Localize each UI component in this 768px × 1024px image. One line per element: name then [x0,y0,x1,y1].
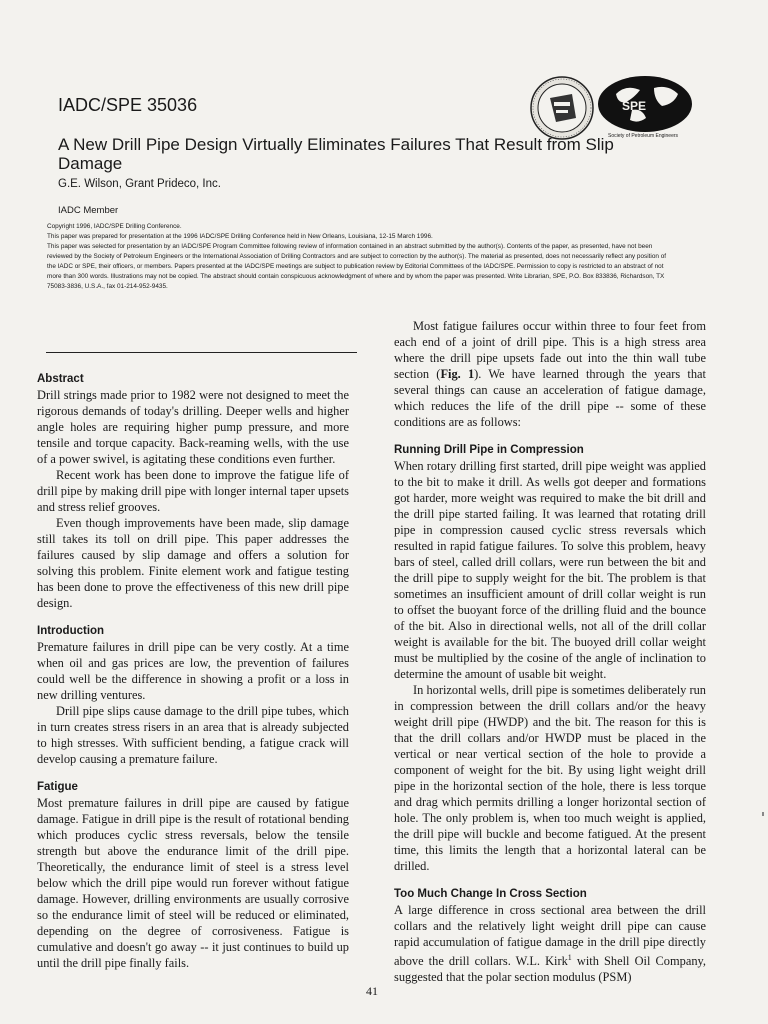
authors: G.E. Wilson, Grant Prideco, Inc. [58,178,221,190]
abstract-paragraph: Even though improvements have been made, slip damage still takes its toll on drill pipe. This paper addresses the failures caused by slip damage and offers a solution for solving this problem. Finite element work and fatigue testing has been done to prove the effectiveness of this new drill pipe design. [37,516,349,610]
spe-logo-icon [596,74,694,134]
reference-superscript: 1 [567,953,572,962]
cross-section-heading: Too Much Change In Cross Section [394,888,587,900]
text-run: ). We have learned through the years that several things can cause an acceleration of fatigue damage, which reduces the life of the drill pipe -- some of these conditions are as follows: [394,367,706,429]
svg-text:SPE: SPE [622,99,647,113]
abstract-paragraph: Drill strings made prior to 1982 were not designed to meet the rigorous demands of today's drilling. Deeper wells and higher angle holes are requiring higher pump pressure, and more tensile and torque capacity. Back-reaming wells, with the use of a power swivel, is agitating these conditions even further. [37,388,349,466]
scan-mark [762,812,764,816]
introduction-paragraph: Premature failures in drill pipe can be very costly. At a time when oil and gas prices are low, the prevention of failures could well be the difference in showing a profit or a loss in new drilling ventures. [37,640,349,702]
copyright-line: This paper was prepared for presentation at the 1996 IADC/SPE Drilling Conference held in New Orleans, Louisiana, 12-15 March 1996. [47,233,433,240]
right-column [394,318,706,985]
fatigue-heading: Fatigue [37,781,78,793]
cross-section-paragraph [394,902,706,985]
fatigue-continued-paragraph [394,318,706,430]
left-column [37,372,349,971]
paper-id: IADC/SPE 35036 [58,95,198,115]
paper-title: A New Drill Pipe Design Virtually Eliminates Failures That Result from Slip Damage [58,135,614,173]
text-run: with Shell Oil Company, suggested that the polar section modulus (PSM) [394,954,706,985]
spe-logo-caption: Society of Petroleum Engineers [608,133,679,139]
compression-paragraph: In horizontal wells, drill pipe is sometimes deliberately run in compression between the drill collars and/or the heavy weight drill pipe (HWDP) and the bit. The reason for this is that the drill collars and/or HWDP must be placed in the vertical or near vertical section of the hole to provide a component of weight for the bit. By using light weight drill pipe in the horizontal section of the hole, there is less torque and drag which permits drilling a longer horizontal section of hole. The only problem is, when too much weight is applied, the drill pipe will buckle and become fatigued. At the present time, this limits the length that a horizontal lateral can be drilled. [394,683,706,873]
text-run: Most fatigue failures occur within three to four feet from each end of a joint of drill pipe. This is a high stress area where the drill pipe upsets fade out into the thin wall tube section ( [394,319,706,381]
compression-paragraph: When rotary drilling first started, drill pipe weight was applied to the bit to make it drill. As wells got deeper and formations got harder, more weight was required to make the bit drill and the drill pipe started failing. It was learned that rotating drill pipe in compression caused cyclic stress reversals which resulted in rapid fatigue failures. To solve this problem, heavy bars of steel, called drill collars, were run between the bit and the drill pipe to supply weight for the bit. The problem is that sometimes an insufficient amount of drill collar weight is run to offset the buoyant force of the drilling fluid and the bounce of the bit. Also in directional wells, not all of the drill collar weight is available for the bit. The buoyed drill collar weight must be multiplied by the cosine of the angle of inclination to determine the amount of usable bit weight. [394,459,706,681]
page-number: 41 [366,984,378,998]
figure-reference: Fig. 1 [440,367,475,381]
abstract-paragraph: Recent work has been done to improve the fatigue life of drill pipe by making drill pipe with longer internal taper upsets and stress relief grooves. [37,468,349,514]
introduction-paragraph: Drill pipe slips cause damage to the drill pipe tubes, which in turn creates stress risers in an area that is already subjected to high stresses. With sufficient bending, a fatigue crack will develop causing a premature failure. [37,704,349,766]
text-run: A large difference in cross sectional area between the drill collars and the relatively light weight drill pipe can cause rapid accumulation of fatigue damage in the drill pipe directly above the drill collars. W.L. Kirk [394,903,706,969]
introduction-heading: Introduction [37,625,105,637]
member-note: IADC Member [58,205,119,216]
compression-heading: Running Drill Pipe in Compression [394,444,584,456]
fatigue-paragraph: Most premature failures in drill pipe are caused by fatigue damage. Fatigue in drill pipe is the result of rotational bending which produces cyclic stress reversals, below the tensile strength but above the endurance limit of the drill pipe. Theoretically, the endurance limit of steel is a stress level below which the drill pipe would run forever without fatigue damage. However, drilling environments are usually corrosive so the endurance limit of steel will be reduced or eliminated, depending on the degree of corrosiveness. Fatigue is cumulative and doesn't go away -- it just continues to build up until the drill pipe finally fails. [37,796,349,970]
copyright-notice [47,222,667,292]
copyright-line: Copyright 1996, IADC/SPE Drilling Conference. [47,223,182,230]
abstract-heading: Abstract [37,373,84,385]
copyright-line: This paper was selected for presentation by an IADC/SPE Program Committee following review of information contained in an abstract submitted by the author(s). Contents of the paper, as presented, have not been reviewed by the Society of Petroleum Engineers or the International Association of Drilling Contractors and are subject to correction by the author(s). The material as presented, does not necessarily reflect any position of the IADC or SPE, their officers, or members. Papers presented at the IADC/SPE meetings are subject to publication review by Editorial Committees of the IADC/SPE. Permission to copy is restricted to an abstract of not more than 300 words. Illustrations may not be copied. The abstract should contain conspicuous acknowledgment of where and by whom the paper was presented. Write Librarian, SPE, P.O. Box 833836, Richardson, TX 75083-3836, U.S.A., fax 01-214-952-9435. [47,243,667,290]
section-divider [46,352,357,353]
